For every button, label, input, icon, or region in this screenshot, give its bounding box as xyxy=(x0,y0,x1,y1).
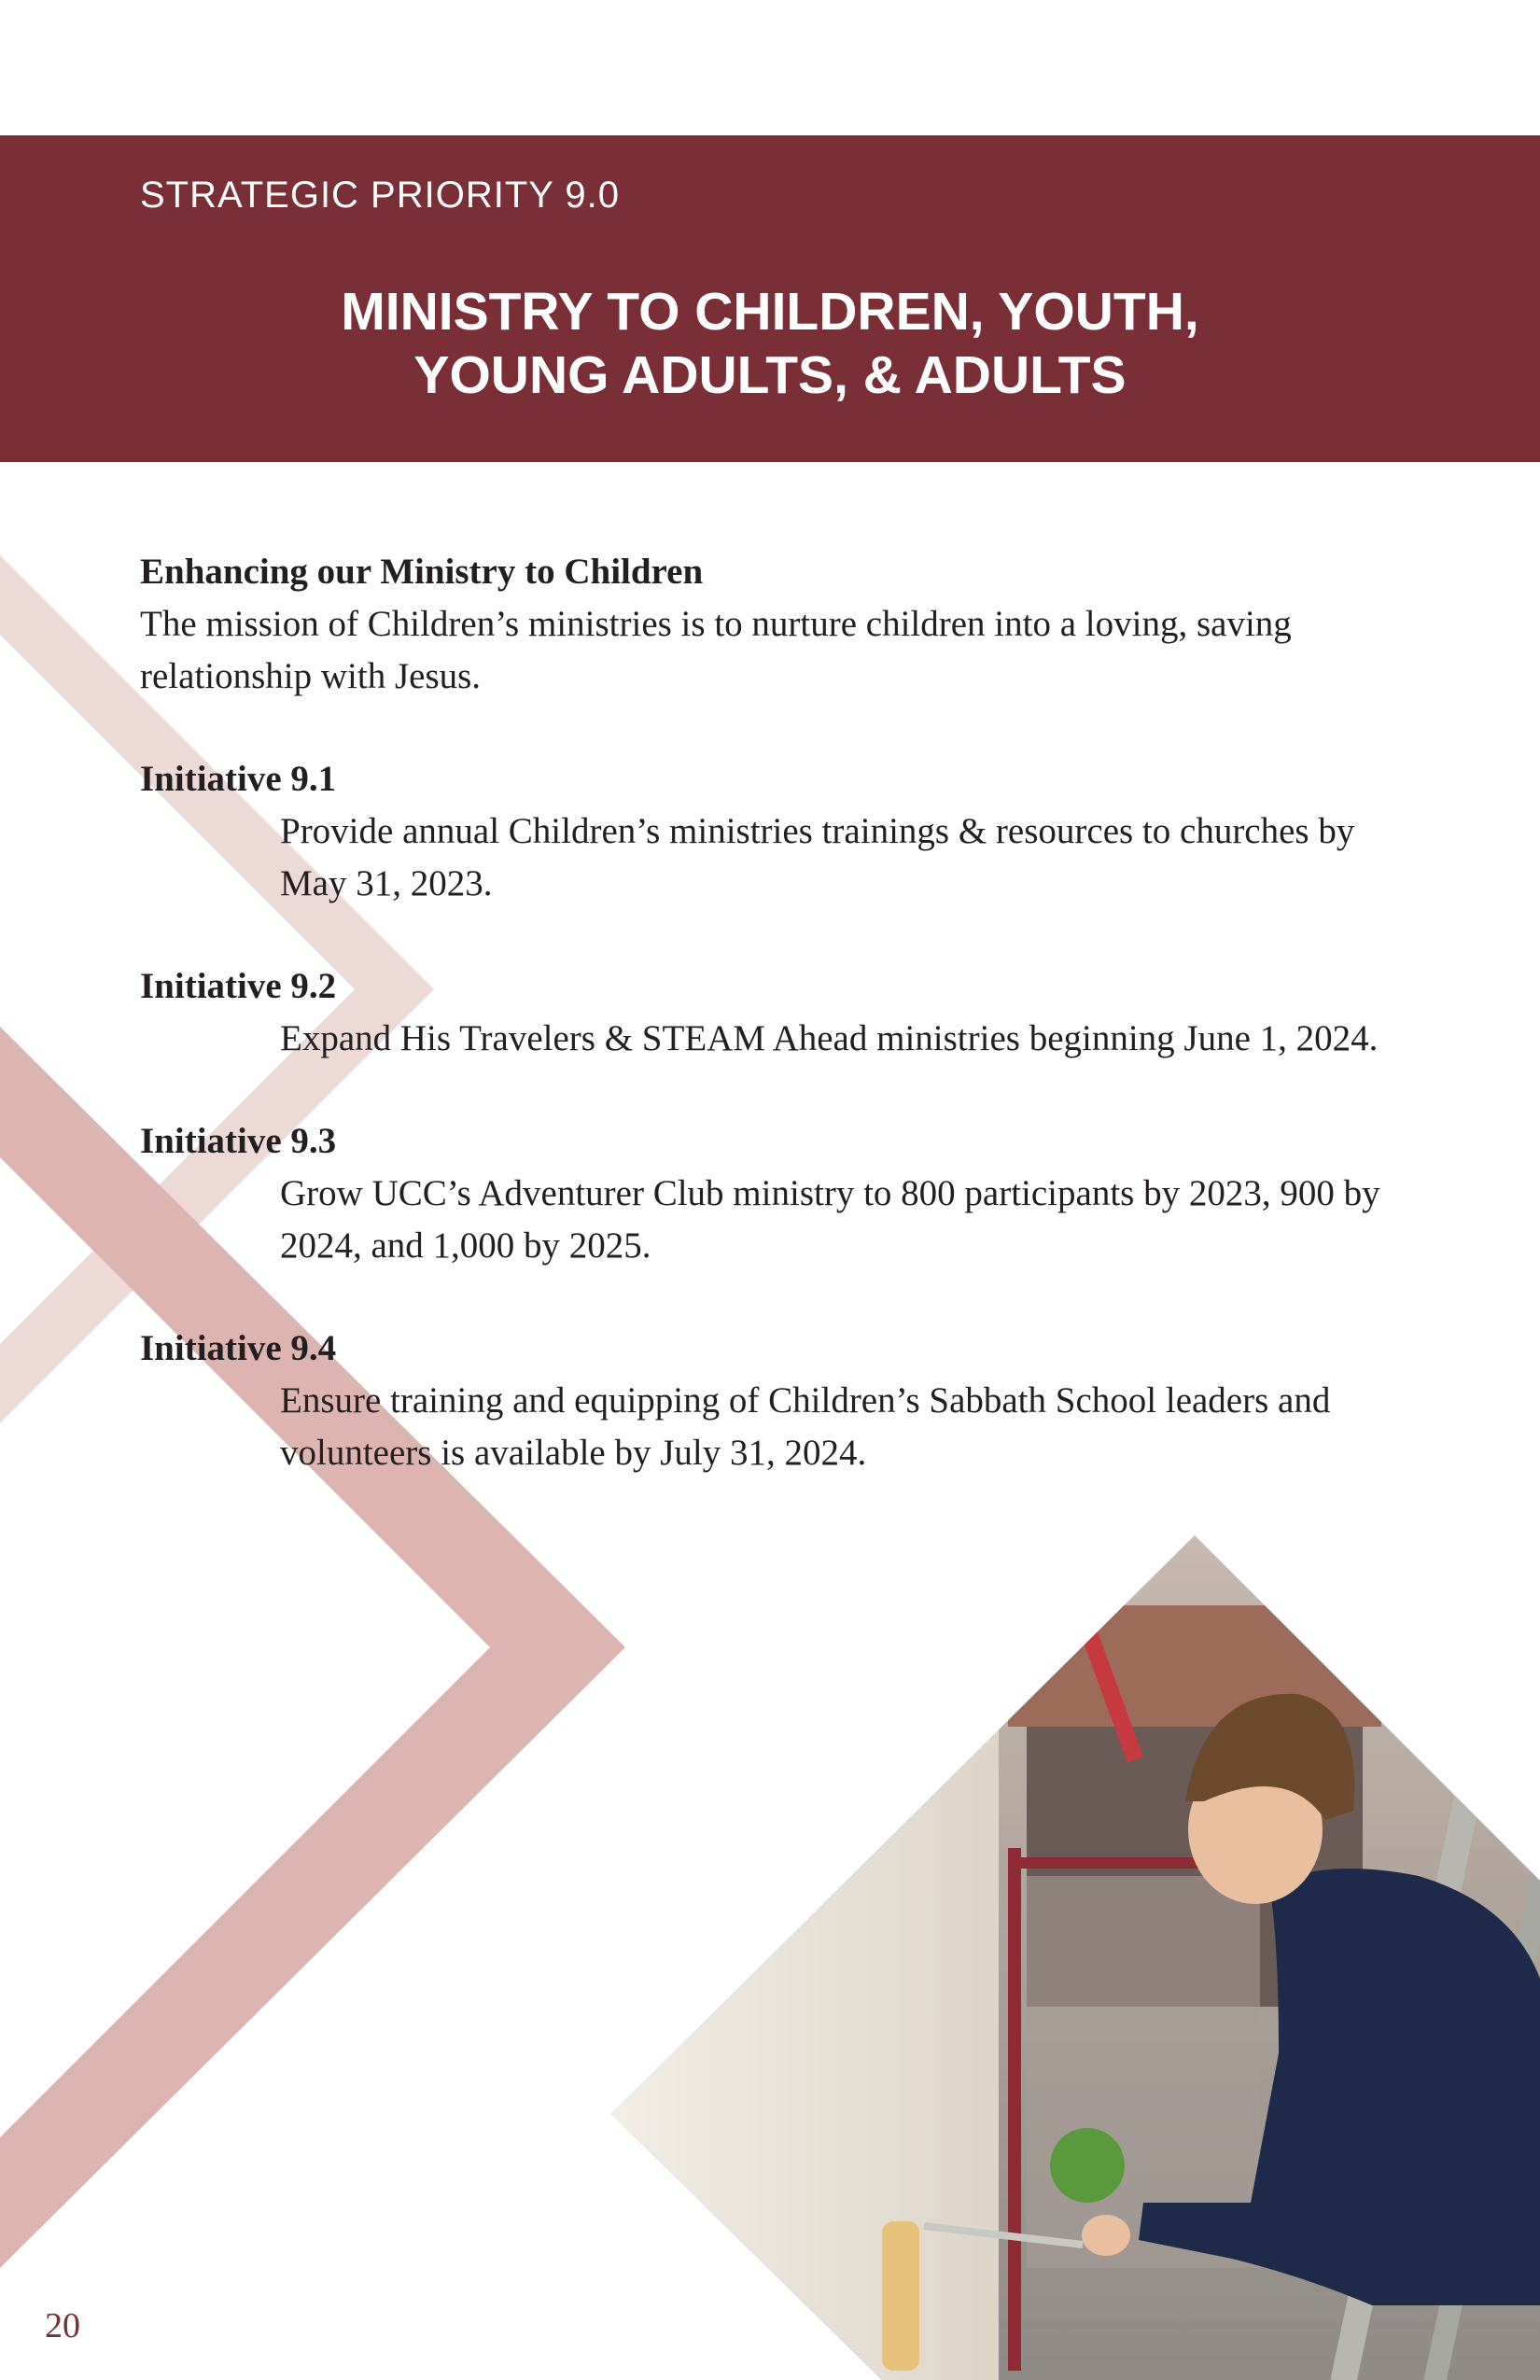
page-title-line-2: YOUNG ADULTS, & ADULTS xyxy=(413,345,1127,405)
initiative-label: Initiative 9.3 xyxy=(140,1121,337,1161)
section-intro: The mission of Children’s ministries is to nurture children into a loving, saving relationship with Jesus. xyxy=(140,604,1292,696)
page-number: 20 xyxy=(45,2306,80,2345)
initiative-text: Expand His Travelers & STEAM Ahead ministries beginning June 1, 2024. xyxy=(280,1018,1379,1058)
initiative-label: Initiative 9.4 xyxy=(140,1328,337,1368)
initiative-label: Initiative 9.1 xyxy=(140,759,337,799)
initiative-text: Grow UCC’s Adventurer Club ministry to 800 participants by 2023, 900 by 2024, and 1,000 by 2025. xyxy=(280,1173,1380,1266)
initiative-label: Initiative 9.2 xyxy=(140,966,337,1006)
priority-kicker: STRATEGIC PRIORITY 9.0 xyxy=(140,175,620,216)
initiative-text: Provide annual Children’s ministries trainings & resources to churches by May 31, 2023. xyxy=(280,811,1355,903)
initiative-text: Ensure training and equipping of Children’s Sabbath School leaders and volunteers is available by July 31, 2024. xyxy=(280,1380,1331,1473)
page-title-line-1: MINISTRY TO CHILDREN, YOUTH, xyxy=(341,282,1199,342)
section-heading: Enhancing our Ministry to Children xyxy=(140,552,704,592)
